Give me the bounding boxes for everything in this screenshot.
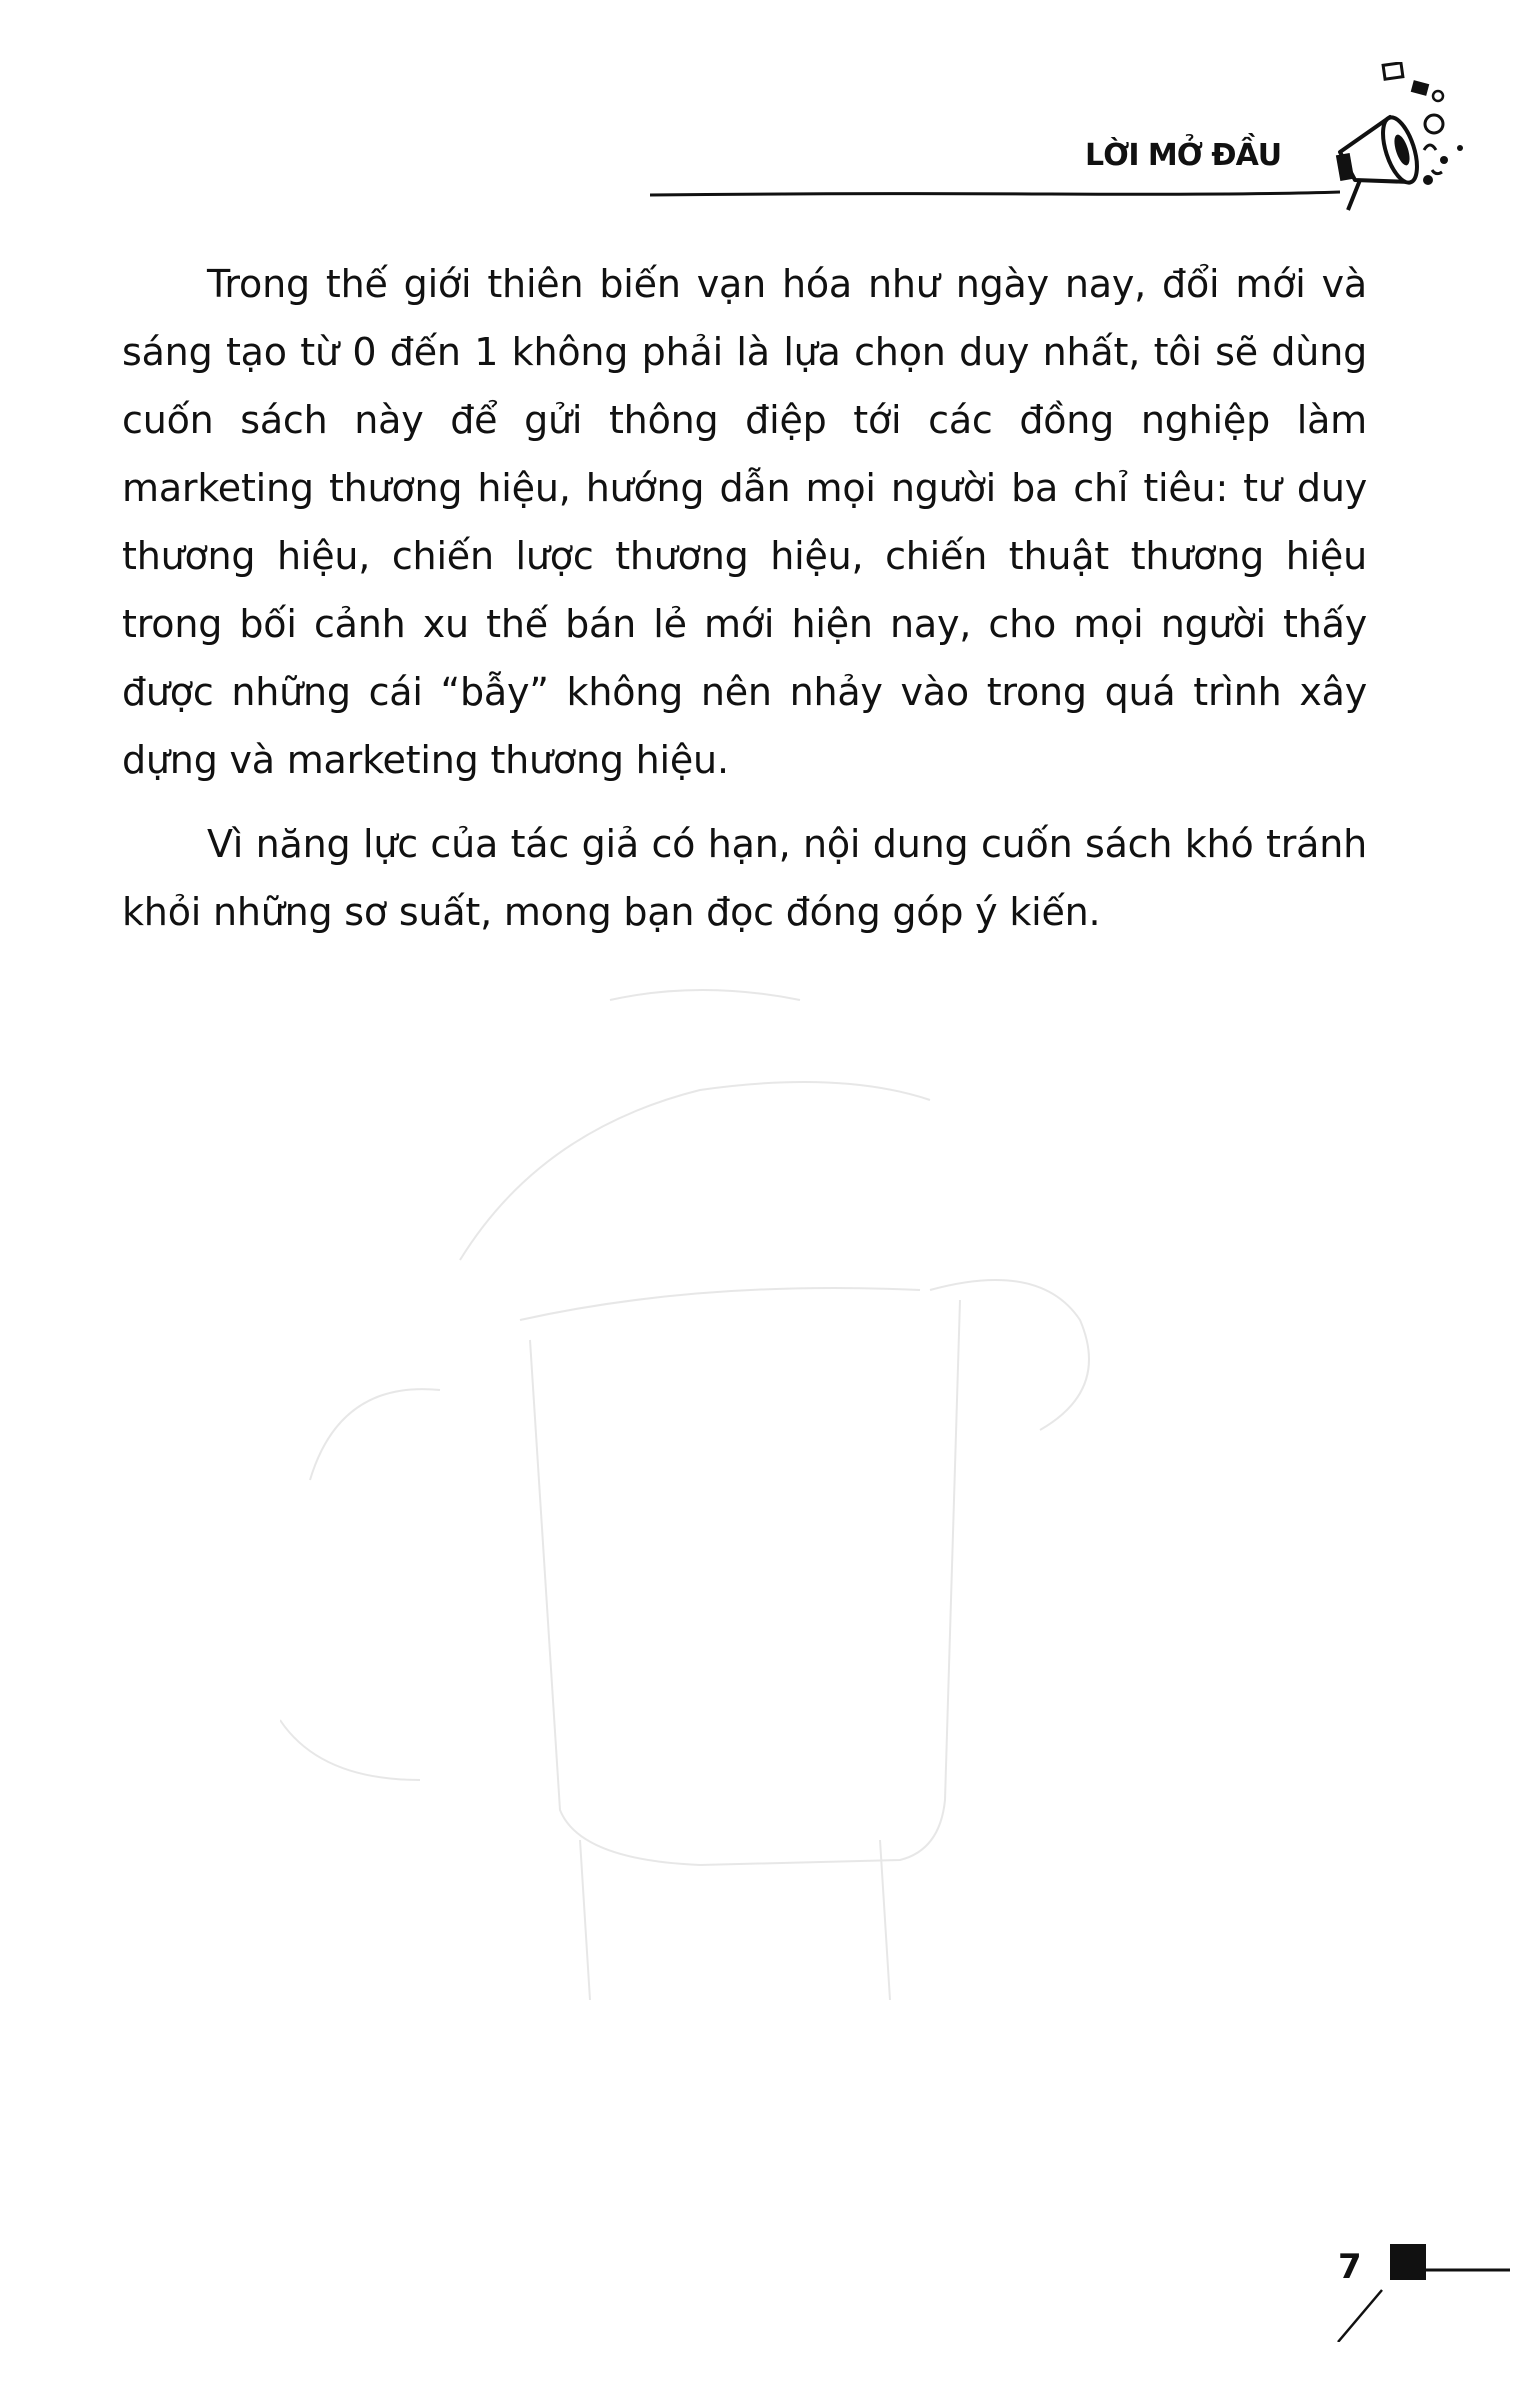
paragraph-2: Vì năng lực của tác giả có hạn, nội dung cuốn sách khó tránh khỏi những sơ suất, mong bạn đọc đóng góp ý kiến. — [122, 822, 1367, 934]
background-sketch — [280, 960, 1280, 2010]
page-number: 7 — [1338, 2247, 1362, 2287]
body-text — [122, 250, 1367, 962]
page-header — [0, 0, 1536, 230]
section-title: LỜI MỞ ĐẦU — [1085, 138, 1282, 173]
paragraph-1: Trong thế giới thiên biến vạn hóa như ngày nay, đổi mới và sáng tạo từ 0 đến 1 không phải là lựa chọn duy nhất, tôi sẽ dùng cuốn sách này để gửi thông điệp tới các đồng nghiệp làm marketing thương hiệu, hướng dẫn mọi người ba chỉ tiêu: tư duy thương hiệu, chiến lược thương hiệu, chiến thuật thương hiệu trong bối cảnh xu thế bán lẻ mới hiện nay, cho mọi người thấy được những cái “bẫy” không nên nhảy vào trong quá trình xây dựng và marketing thương hiệu. — [122, 262, 1367, 782]
megaphone-icon — [1320, 62, 1470, 212]
header-rule — [650, 188, 1340, 200]
